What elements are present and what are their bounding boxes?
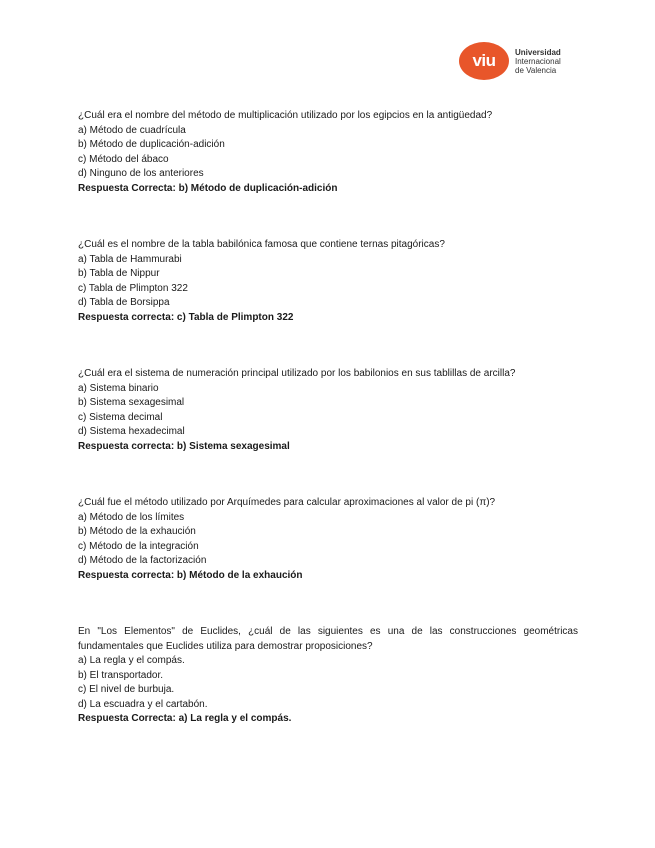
- logo-line-1: Universidad: [515, 47, 561, 57]
- option-d: d) Método de la factorización: [78, 555, 207, 566]
- option-d: d) Sistema hexadecimal: [78, 426, 185, 437]
- option-b: b) Método de la exhaución: [78, 526, 196, 537]
- correct-answer: Respuesta correcta: c) Tabla de Plimpton 322: [78, 311, 294, 323]
- question-block: [78, 109, 578, 196]
- viu-logo-mark: viu: [459, 42, 509, 80]
- option-c: c) Método de la integración: [78, 540, 199, 552]
- logo-line-2: Internacional: [515, 56, 561, 66]
- logo-wordmark: [515, 48, 561, 75]
- university-logo: [459, 42, 561, 80]
- option-b: b) Sistema sexagesimal: [78, 397, 185, 408]
- option-a: a) Tabla de Hammurabi: [78, 253, 182, 265]
- question-text: En "Los Elementos" de Euclides, ¿cuál de las siguientes es una de las construcciones geométricas fundamentales que Euclides utiliza para demostrar proposiciones?: [78, 626, 578, 652]
- option-c: c) Tabla de Plimpton 322: [78, 282, 188, 294]
- option-a: a) Sistema binario: [78, 382, 159, 394]
- question-text: ¿Cuál era el sistema de numeración principal utilizado por los babilonios en sus tablillas de arcilla?: [78, 368, 516, 379]
- option-c: c) Método del ábaco: [78, 153, 169, 165]
- option-c: c) Sistema decimal: [78, 411, 163, 423]
- question-block: [78, 238, 578, 325]
- option-b: b) Método de duplicación-adición: [78, 139, 225, 150]
- correct-answer: Respuesta Correcta: a) La regla y el compás.: [78, 713, 292, 724]
- question-block: [78, 625, 578, 727]
- question-text: ¿Cuál es el nombre de la tabla babilónica famosa que contiene ternas pitagóricas?: [78, 239, 445, 250]
- question-text: ¿Cuál fue el método utilizado por Arquímedes para calcular aproximaciones al valor de pi (π)?: [78, 497, 496, 508]
- logo-line-3: de Valencia: [515, 65, 557, 75]
- option-c: c) El nivel de burbuja.: [78, 684, 175, 695]
- correct-answer: Respuesta correcta: b) Sistema sexagesimal: [78, 440, 290, 452]
- question-block: [78, 367, 578, 454]
- correct-answer: Respuesta correcta: b) Método de la exhaución: [78, 569, 303, 581]
- option-d: d) Ninguno de los anteriores: [78, 168, 204, 179]
- option-a: a) Método de los límites: [78, 511, 185, 523]
- quiz-content: [78, 109, 578, 727]
- option-d: d) Tabla de Borsippa: [78, 297, 170, 308]
- option-b: b) Tabla de Nippur: [78, 268, 160, 279]
- option-a: a) La regla y el compás.: [78, 655, 185, 666]
- option-b: b) El transportador.: [78, 669, 164, 681]
- question-text: ¿Cuál era el nombre del método de multiplicación utilizado por los egipcios en la antigüedad?: [78, 110, 493, 121]
- question-block: [78, 496, 578, 583]
- option-a: a) Método de cuadrícula: [78, 124, 186, 136]
- option-d: d) La escuadra y el cartabón.: [78, 698, 208, 710]
- correct-answer: Respuesta Correcta: b) Método de duplicación-adición: [78, 182, 338, 194]
